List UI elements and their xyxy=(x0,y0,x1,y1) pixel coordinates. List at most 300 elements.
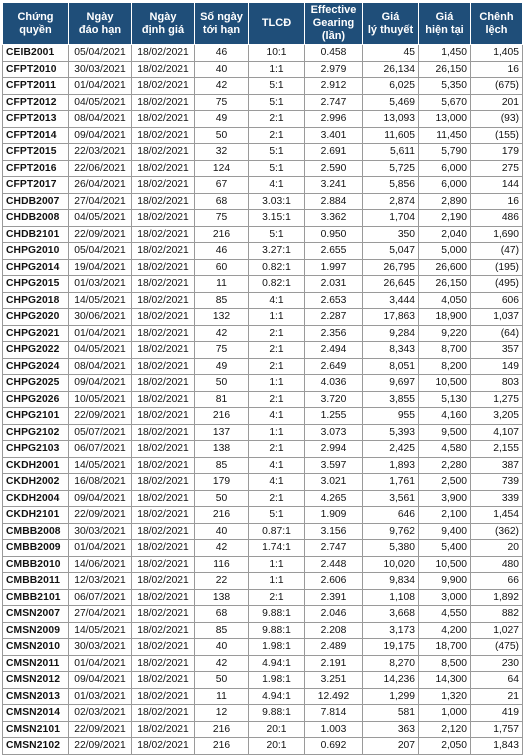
days-to-maturity-cell: 60 xyxy=(195,259,249,276)
conversion-ratio-cell: 5:1 xyxy=(249,78,305,95)
theoretical-price-cell: 17,863 xyxy=(363,309,419,326)
price-difference-cell: 2,155 xyxy=(471,441,523,458)
conversion-ratio-cell: 2:1 xyxy=(249,589,305,606)
conversion-ratio-cell: 0.87:1 xyxy=(249,523,305,540)
conversion-ratio-cell: 4.94:1 xyxy=(249,655,305,672)
current-price-cell: 26,600 xyxy=(419,259,471,276)
days-to-maturity-cell: 42 xyxy=(195,78,249,95)
effective-gearing-cell: 2.391 xyxy=(305,589,363,606)
price-difference-cell: 179 xyxy=(471,144,523,161)
price-difference-cell: 480 xyxy=(471,556,523,573)
col-conversion-ratio-header: TLCĐ xyxy=(249,3,305,45)
valuation-date-cell: 18/02/2021 xyxy=(132,342,195,359)
price-difference-cell: 1,275 xyxy=(471,391,523,408)
valuation-date-cell: 18/02/2021 xyxy=(132,210,195,227)
theoretical-price-cell: 1,893 xyxy=(363,457,419,474)
warrant-code-cell: CHPG2020 xyxy=(3,309,69,326)
conversion-ratio-cell: 9.88:1 xyxy=(249,622,305,639)
current-price-cell: 10,500 xyxy=(419,556,471,573)
days-to-maturity-cell: 85 xyxy=(195,457,249,474)
price-difference-cell: (155) xyxy=(471,127,523,144)
valuation-date-cell: 18/02/2021 xyxy=(132,226,195,243)
valuation-date-cell: 18/02/2021 xyxy=(132,705,195,722)
table-row xyxy=(3,655,523,672)
current-price-cell: 2,280 xyxy=(419,457,471,474)
valuation-date-cell: 18/02/2021 xyxy=(132,325,195,342)
price-difference-cell: 144 xyxy=(471,177,523,194)
effective-gearing-cell: 3.251 xyxy=(305,672,363,689)
days-to-maturity-cell: 137 xyxy=(195,424,249,441)
valuation-date-cell: 18/02/2021 xyxy=(132,556,195,573)
effective-gearing-cell: 2.691 xyxy=(305,144,363,161)
maturity-date-cell: 30/03/2021 xyxy=(69,523,132,540)
effective-gearing-cell: 2.979 xyxy=(305,61,363,78)
maturity-date-cell: 19/04/2021 xyxy=(69,259,132,276)
theoretical-price-cell: 9,834 xyxy=(363,573,419,590)
table-row xyxy=(3,507,523,524)
maturity-date-cell: 30/03/2021 xyxy=(69,639,132,656)
maturity-date-cell: 30/03/2021 xyxy=(69,61,132,78)
maturity-date-cell: 22/09/2021 xyxy=(69,507,132,524)
table-row xyxy=(3,606,523,623)
warrant-code-cell: CHPG2014 xyxy=(3,259,69,276)
days-to-maturity-cell: 85 xyxy=(195,292,249,309)
valuation-date-cell: 18/02/2021 xyxy=(132,474,195,491)
table-row xyxy=(3,639,523,656)
conversion-ratio-cell: 4:1 xyxy=(249,474,305,491)
days-to-maturity-cell: 49 xyxy=(195,111,249,128)
theoretical-price-cell: 3,444 xyxy=(363,292,419,309)
theoretical-price-cell: 5,469 xyxy=(363,94,419,111)
price-difference-cell: 4,107 xyxy=(471,424,523,441)
current-price-cell: 10,500 xyxy=(419,375,471,392)
price-difference-cell: 606 xyxy=(471,292,523,309)
current-price-cell: 4,580 xyxy=(419,441,471,458)
current-price-cell: 2,120 xyxy=(419,721,471,738)
price-difference-cell: 1,027 xyxy=(471,622,523,639)
effective-gearing-cell: 3.720 xyxy=(305,391,363,408)
conversion-ratio-cell: 9.88:1 xyxy=(249,606,305,623)
warrant-code-cell: CMSN2102 xyxy=(3,738,69,755)
valuation-date-cell: 18/02/2021 xyxy=(132,507,195,524)
col-price-difference-header: Chênh lệch xyxy=(471,3,523,45)
table-row xyxy=(3,688,523,705)
table-row xyxy=(3,490,523,507)
conversion-ratio-cell: 3.03:1 xyxy=(249,193,305,210)
price-difference-cell: (675) xyxy=(471,78,523,95)
conversion-ratio-cell: 5:1 xyxy=(249,160,305,177)
warrant-table xyxy=(2,2,523,755)
effective-gearing-cell: 3.241 xyxy=(305,177,363,194)
valuation-date-cell: 18/02/2021 xyxy=(132,391,195,408)
effective-gearing-cell: 1.997 xyxy=(305,259,363,276)
price-difference-cell: 16 xyxy=(471,61,523,78)
valuation-date-cell: 18/02/2021 xyxy=(132,292,195,309)
table-row xyxy=(3,375,523,392)
valuation-date-cell: 18/02/2021 xyxy=(132,721,195,738)
valuation-date-cell: 18/02/2021 xyxy=(132,688,195,705)
effective-gearing-cell: 2.031 xyxy=(305,276,363,293)
days-to-maturity-cell: 216 xyxy=(195,408,249,425)
valuation-date-cell: 18/02/2021 xyxy=(132,177,195,194)
table-row xyxy=(3,160,523,177)
maturity-date-cell: 04/05/2021 xyxy=(69,342,132,359)
table-row xyxy=(3,243,523,260)
valuation-date-cell: 18/02/2021 xyxy=(132,490,195,507)
effective-gearing-cell: 2.653 xyxy=(305,292,363,309)
maturity-date-cell: 09/04/2021 xyxy=(69,490,132,507)
warrant-code-cell: CMSN2101 xyxy=(3,721,69,738)
valuation-date-cell: 18/02/2021 xyxy=(132,127,195,144)
maturity-date-cell: 01/04/2021 xyxy=(69,540,132,557)
theoretical-price-cell: 26,795 xyxy=(363,259,419,276)
table-row xyxy=(3,408,523,425)
conversion-ratio-cell: 5:1 xyxy=(249,226,305,243)
effective-gearing-cell: 12.492 xyxy=(305,688,363,705)
warrant-code-cell: CHPG2103 xyxy=(3,441,69,458)
theoretical-price-cell: 1,761 xyxy=(363,474,419,491)
effective-gearing-cell: 2.747 xyxy=(305,540,363,557)
table-row xyxy=(3,61,523,78)
maturity-date-cell: 22/09/2021 xyxy=(69,738,132,755)
current-price-cell: 26,150 xyxy=(419,276,471,293)
days-to-maturity-cell: 42 xyxy=(195,540,249,557)
warrant-code-cell: CMSN2014 xyxy=(3,705,69,722)
warrant-code-cell: CKDH2001 xyxy=(3,457,69,474)
table-row xyxy=(3,705,523,722)
effective-gearing-cell: 2.191 xyxy=(305,655,363,672)
warrant-code-cell: CEIB2001 xyxy=(3,45,69,62)
table-row xyxy=(3,721,523,738)
col-current-price-header: Giá hiện tại xyxy=(419,3,471,45)
price-difference-cell: 339 xyxy=(471,490,523,507)
theoretical-price-cell: 13,093 xyxy=(363,111,419,128)
theoretical-price-cell: 19,175 xyxy=(363,639,419,656)
warrant-code-cell: CHPG2026 xyxy=(3,391,69,408)
theoretical-price-cell: 3,173 xyxy=(363,622,419,639)
current-price-cell: 11,450 xyxy=(419,127,471,144)
conversion-ratio-cell: 2:1 xyxy=(249,441,305,458)
maturity-date-cell: 14/05/2021 xyxy=(69,622,132,639)
maturity-date-cell: 22/03/2021 xyxy=(69,144,132,161)
valuation-date-cell: 18/02/2021 xyxy=(132,144,195,161)
table-row xyxy=(3,589,523,606)
theoretical-price-cell: 26,134 xyxy=(363,61,419,78)
days-to-maturity-cell: 50 xyxy=(195,127,249,144)
effective-gearing-cell: 2.606 xyxy=(305,573,363,590)
theoretical-price-cell: 1,299 xyxy=(363,688,419,705)
theoretical-price-cell: 3,855 xyxy=(363,391,419,408)
current-price-cell: 8,500 xyxy=(419,655,471,672)
warrant-code-cell: CMSN2010 xyxy=(3,639,69,656)
effective-gearing-cell: 0.458 xyxy=(305,45,363,62)
conversion-ratio-cell: 2:1 xyxy=(249,325,305,342)
maturity-date-cell: 22/06/2021 xyxy=(69,160,132,177)
warrant-code-cell: CMBB2011 xyxy=(3,573,69,590)
current-price-cell: 2,050 xyxy=(419,738,471,755)
warrant-code-cell: CFPT2017 xyxy=(3,177,69,194)
theoretical-price-cell: 45 xyxy=(363,45,419,62)
conversion-ratio-cell: 20:1 xyxy=(249,721,305,738)
maturity-date-cell: 04/05/2021 xyxy=(69,210,132,227)
valuation-date-cell: 18/02/2021 xyxy=(132,589,195,606)
effective-gearing-cell: 2.046 xyxy=(305,606,363,623)
days-to-maturity-cell: 46 xyxy=(195,243,249,260)
valuation-date-cell: 18/02/2021 xyxy=(132,78,195,95)
maturity-date-cell: 09/04/2021 xyxy=(69,127,132,144)
theoretical-price-cell: 9,697 xyxy=(363,375,419,392)
theoretical-price-cell: 2,874 xyxy=(363,193,419,210)
maturity-date-cell: 01/04/2021 xyxy=(69,78,132,95)
conversion-ratio-cell: 1:1 xyxy=(249,61,305,78)
maturity-date-cell: 01/04/2021 xyxy=(69,325,132,342)
table-row xyxy=(3,672,523,689)
theoretical-price-cell: 3,561 xyxy=(363,490,419,507)
current-price-cell: 4,160 xyxy=(419,408,471,425)
valuation-date-cell: 18/02/2021 xyxy=(132,408,195,425)
valuation-date-cell: 18/02/2021 xyxy=(132,45,195,62)
conversion-ratio-cell: 1:1 xyxy=(249,573,305,590)
theoretical-price-cell: 10,020 xyxy=(363,556,419,573)
table-row xyxy=(3,226,523,243)
effective-gearing-cell: 4.265 xyxy=(305,490,363,507)
days-to-maturity-cell: 75 xyxy=(195,210,249,227)
effective-gearing-cell: 2.884 xyxy=(305,193,363,210)
warrant-code-cell: CHDB2007 xyxy=(3,193,69,210)
days-to-maturity-cell: 46 xyxy=(195,45,249,62)
price-difference-cell: (362) xyxy=(471,523,523,540)
current-price-cell: 5,000 xyxy=(419,243,471,260)
price-difference-cell: 486 xyxy=(471,210,523,227)
maturity-date-cell: 06/07/2021 xyxy=(69,441,132,458)
warrant-code-cell: CHPG2025 xyxy=(3,375,69,392)
current-price-cell: 8,700 xyxy=(419,342,471,359)
table-row xyxy=(3,358,523,375)
days-to-maturity-cell: 50 xyxy=(195,490,249,507)
table-row xyxy=(3,292,523,309)
days-to-maturity-cell: 81 xyxy=(195,391,249,408)
effective-gearing-cell: 0.950 xyxy=(305,226,363,243)
current-price-cell: 8,200 xyxy=(419,358,471,375)
current-price-cell: 2,890 xyxy=(419,193,471,210)
warrant-code-cell: CMSN2013 xyxy=(3,688,69,705)
price-difference-cell: 1,037 xyxy=(471,309,523,326)
effective-gearing-cell: 2.649 xyxy=(305,358,363,375)
current-price-cell: 1,000 xyxy=(419,705,471,722)
maturity-date-cell: 01/03/2021 xyxy=(69,688,132,705)
price-difference-cell: (64) xyxy=(471,325,523,342)
days-to-maturity-cell: 22 xyxy=(195,573,249,590)
valuation-date-cell: 18/02/2021 xyxy=(132,358,195,375)
table-row xyxy=(3,276,523,293)
conversion-ratio-cell: 4:1 xyxy=(249,292,305,309)
col-warrant-code-header: Chứng quyền xyxy=(3,3,69,45)
price-difference-cell: 20 xyxy=(471,540,523,557)
maturity-date-cell: 14/06/2021 xyxy=(69,556,132,573)
table-row xyxy=(3,622,523,639)
warrant-code-cell: CHDB2008 xyxy=(3,210,69,227)
warrant-code-cell: CHPG2018 xyxy=(3,292,69,309)
valuation-date-cell: 18/02/2021 xyxy=(132,375,195,392)
conversion-ratio-cell: 4:1 xyxy=(249,457,305,474)
current-price-cell: 9,400 xyxy=(419,523,471,540)
conversion-ratio-cell: 1:1 xyxy=(249,375,305,392)
effective-gearing-cell: 1.003 xyxy=(305,721,363,738)
price-difference-cell: (495) xyxy=(471,276,523,293)
price-difference-cell: 201 xyxy=(471,94,523,111)
col-valuation-date-header: Ngày định giá xyxy=(132,3,195,45)
price-difference-cell: 387 xyxy=(471,457,523,474)
table-row xyxy=(3,424,523,441)
current-price-cell: 5,130 xyxy=(419,391,471,408)
valuation-date-cell: 18/02/2021 xyxy=(132,573,195,590)
current-price-cell: 5,790 xyxy=(419,144,471,161)
maturity-date-cell: 05/04/2021 xyxy=(69,243,132,260)
effective-gearing-cell: 2.996 xyxy=(305,111,363,128)
table-row xyxy=(3,540,523,557)
theoretical-price-cell: 14,236 xyxy=(363,672,419,689)
warrant-code-cell: CKDH2004 xyxy=(3,490,69,507)
theoretical-price-cell: 5,725 xyxy=(363,160,419,177)
days-to-maturity-cell: 216 xyxy=(195,721,249,738)
days-to-maturity-cell: 85 xyxy=(195,622,249,639)
maturity-date-cell: 22/09/2021 xyxy=(69,226,132,243)
valuation-date-cell: 18/02/2021 xyxy=(132,424,195,441)
price-difference-cell: (195) xyxy=(471,259,523,276)
table-row xyxy=(3,94,523,111)
warrant-code-cell: CHPG2102 xyxy=(3,424,69,441)
conversion-ratio-cell: 2:1 xyxy=(249,490,305,507)
maturity-date-cell: 09/04/2021 xyxy=(69,375,132,392)
theoretical-price-cell: 9,284 xyxy=(363,325,419,342)
current-price-cell: 2,040 xyxy=(419,226,471,243)
effective-gearing-cell: 2.590 xyxy=(305,160,363,177)
conversion-ratio-cell: 1.74:1 xyxy=(249,540,305,557)
days-to-maturity-cell: 40 xyxy=(195,639,249,656)
table-row xyxy=(3,144,523,161)
table-row xyxy=(3,177,523,194)
warrant-code-cell: CHPG2021 xyxy=(3,325,69,342)
price-difference-cell: 1,405 xyxy=(471,45,523,62)
price-difference-cell: 1,757 xyxy=(471,721,523,738)
price-difference-cell: (93) xyxy=(471,111,523,128)
current-price-cell: 2,500 xyxy=(419,474,471,491)
conversion-ratio-cell: 1.98:1 xyxy=(249,639,305,656)
price-difference-cell: 1,843 xyxy=(471,738,523,755)
warrant-code-cell: CMSN2009 xyxy=(3,622,69,639)
conversion-ratio-cell: 4.94:1 xyxy=(249,688,305,705)
price-difference-cell: 1,892 xyxy=(471,589,523,606)
days-to-maturity-cell: 138 xyxy=(195,441,249,458)
maturity-date-cell: 04/05/2021 xyxy=(69,94,132,111)
warrant-table-container xyxy=(2,2,522,755)
current-price-cell: 9,500 xyxy=(419,424,471,441)
valuation-date-cell: 18/02/2021 xyxy=(132,622,195,639)
maturity-date-cell: 22/09/2021 xyxy=(69,408,132,425)
days-to-maturity-cell: 68 xyxy=(195,193,249,210)
table-row xyxy=(3,556,523,573)
valuation-date-cell: 18/02/2021 xyxy=(132,606,195,623)
theoretical-price-cell: 8,270 xyxy=(363,655,419,672)
conversion-ratio-cell: 1.98:1 xyxy=(249,672,305,689)
current-price-cell: 6,000 xyxy=(419,160,471,177)
price-difference-cell: 803 xyxy=(471,375,523,392)
current-price-cell: 1,450 xyxy=(419,45,471,62)
conversion-ratio-cell: 0.82:1 xyxy=(249,259,305,276)
current-price-cell: 5,400 xyxy=(419,540,471,557)
col-maturity-date-header: Ngày đáo hạn xyxy=(69,3,132,45)
conversion-ratio-cell: 2:1 xyxy=(249,391,305,408)
theoretical-price-cell: 646 xyxy=(363,507,419,524)
conversion-ratio-cell: 3.27:1 xyxy=(249,243,305,260)
current-price-cell: 18,900 xyxy=(419,309,471,326)
price-difference-cell: 64 xyxy=(471,672,523,689)
table-row xyxy=(3,738,523,755)
effective-gearing-cell: 1.909 xyxy=(305,507,363,524)
table-row xyxy=(3,391,523,408)
days-to-maturity-cell: 132 xyxy=(195,309,249,326)
maturity-date-cell: 30/06/2021 xyxy=(69,309,132,326)
days-to-maturity-cell: 216 xyxy=(195,226,249,243)
days-to-maturity-cell: 40 xyxy=(195,523,249,540)
current-price-cell: 9,220 xyxy=(419,325,471,342)
current-price-cell: 4,050 xyxy=(419,292,471,309)
warrant-code-cell: CFPT2010 xyxy=(3,61,69,78)
warrant-code-cell: CHPG2024 xyxy=(3,358,69,375)
price-difference-cell: 149 xyxy=(471,358,523,375)
price-difference-cell: 739 xyxy=(471,474,523,491)
warrant-code-cell: CFPT2016 xyxy=(3,160,69,177)
valuation-date-cell: 18/02/2021 xyxy=(132,523,195,540)
maturity-date-cell: 26/04/2021 xyxy=(69,177,132,194)
conversion-ratio-cell: 4:1 xyxy=(249,408,305,425)
theoretical-price-cell: 5,611 xyxy=(363,144,419,161)
price-difference-cell: 230 xyxy=(471,655,523,672)
theoretical-price-cell: 581 xyxy=(363,705,419,722)
current-price-cell: 4,200 xyxy=(419,622,471,639)
days-to-maturity-cell: 138 xyxy=(195,589,249,606)
warrant-code-cell: CMBB2009 xyxy=(3,540,69,557)
warrant-code-cell: CHPG2015 xyxy=(3,276,69,293)
days-to-maturity-cell: 216 xyxy=(195,738,249,755)
valuation-date-cell: 18/02/2021 xyxy=(132,94,195,111)
conversion-ratio-cell: 2:1 xyxy=(249,111,305,128)
effective-gearing-cell: 2.287 xyxy=(305,309,363,326)
theoretical-price-cell: 5,393 xyxy=(363,424,419,441)
conversion-ratio-cell: 1:1 xyxy=(249,556,305,573)
maturity-date-cell: 27/04/2021 xyxy=(69,606,132,623)
warrant-code-cell: CHPG2010 xyxy=(3,243,69,260)
warrant-code-cell: CFPT2011 xyxy=(3,78,69,95)
table-row xyxy=(3,325,523,342)
maturity-date-cell: 05/07/2021 xyxy=(69,424,132,441)
effective-gearing-cell: 2.356 xyxy=(305,325,363,342)
effective-gearing-cell: 2.448 xyxy=(305,556,363,573)
table-row xyxy=(3,127,523,144)
theoretical-price-cell: 955 xyxy=(363,408,419,425)
conversion-ratio-cell: 20:1 xyxy=(249,738,305,755)
warrant-code-cell: CMSN2007 xyxy=(3,606,69,623)
price-difference-cell: 21 xyxy=(471,688,523,705)
valuation-date-cell: 18/02/2021 xyxy=(132,540,195,557)
conversion-ratio-cell: 2:1 xyxy=(249,358,305,375)
current-price-cell: 2,100 xyxy=(419,507,471,524)
price-difference-cell: 1,690 xyxy=(471,226,523,243)
maturity-date-cell: 09/04/2021 xyxy=(69,672,132,689)
valuation-date-cell: 18/02/2021 xyxy=(132,259,195,276)
price-difference-cell: 275 xyxy=(471,160,523,177)
table-row xyxy=(3,78,523,95)
